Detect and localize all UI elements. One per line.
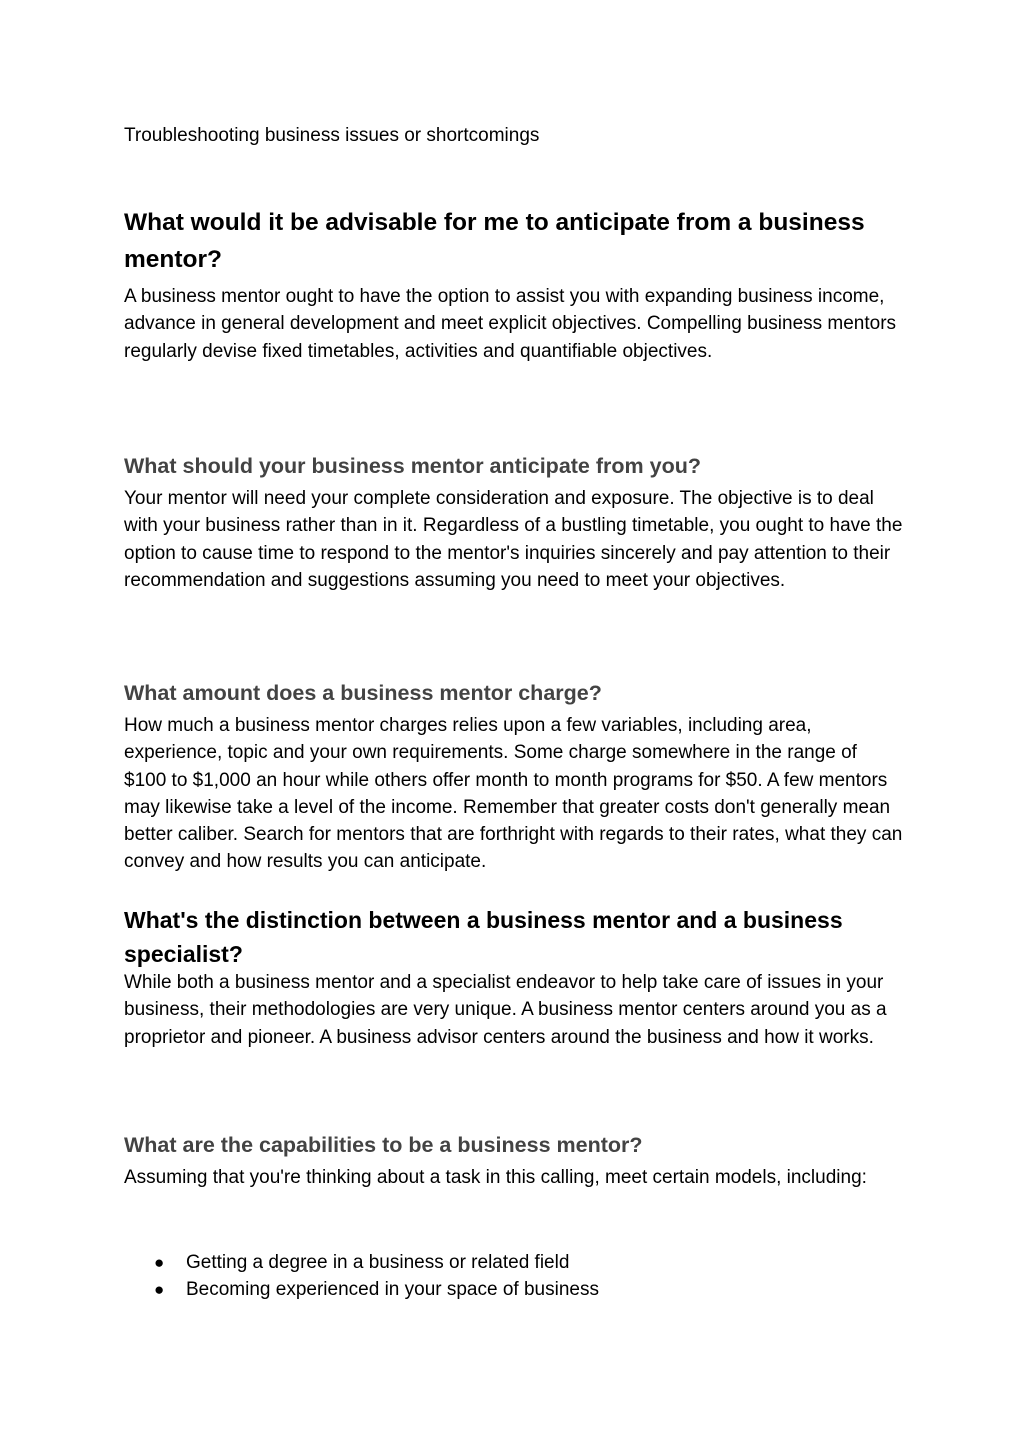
- section-body: Your mentor will need your complete consideration and exposure. The objective is to deal with your business rather than in it. Regardless of a bustling timetable, you ought to have the option to cause time to respond to the mentor's inquiries sincerely and pay attention to their recommendation and suggestions assuming you need to meet your objectives.: [124, 488, 903, 591]
- list-item-text: Getting a degree in a business or related field: [186, 1252, 570, 1273]
- section-body: Assuming that you're thinking about a task in this calling, meet certain models, including:: [124, 1167, 867, 1188]
- intro-text: Troubleshooting business issues or shortcomings: [124, 125, 540, 146]
- section-heading: What would it be advisable for me to anticipate from a business mentor?: [124, 209, 865, 273]
- section-heading: What should your business mentor anticipate from you?: [124, 454, 701, 478]
- section-1: [124, 204, 904, 365]
- bullet-list: [124, 1249, 904, 1304]
- intro-block: [124, 122, 904, 149]
- section-heading: What amount does a business mentor charge?: [124, 681, 602, 705]
- section-4: [124, 903, 904, 1051]
- bullet-icon: ●: [154, 1253, 165, 1272]
- section-2: [124, 451, 904, 594]
- section-3: [124, 678, 904, 876]
- section-heading: What's the distinction between a business mentor and a business specialist?: [124, 907, 843, 967]
- list-item: [124, 1276, 904, 1303]
- list-item-text: Becoming experienced in your space of business: [186, 1279, 599, 1301]
- list-item: [124, 1249, 904, 1276]
- section-heading: What are the capabilities to be a business mentor?: [124, 1133, 643, 1157]
- section-body: A business mentor ought to have the option to assist you with expanding business income, advance in general development and meet explicit objectives. Compelling business mentors regularly devise fixed timetables, activities and quantifiable objectives.: [124, 286, 897, 362]
- section-5: [124, 1130, 904, 1191]
- section-body: How much a business mentor charges relies upon a few variables, including area, experience, topic and your own requirements. Some charge somewhere in the range of $100 to $1,000 an hour while others offer month to month programs for $50. A few mentors may likewise take a level of the income. Remember that greater costs don't generally mean better caliber. Search for mentors that are forthright with regards to their rates, what they can convey and how results you can anticipate.: [124, 715, 903, 873]
- bullet-icon: ●: [154, 1280, 165, 1300]
- section-body: While both a business mentor and a specialist endeavor to help take care of issues in your business, their methodologies are very unique. A business mentor centers around you as a proprietor and pioneer. A business advisor centers around the business and how it works.: [124, 972, 887, 1048]
- bullet-list-block: [124, 1249, 904, 1304]
